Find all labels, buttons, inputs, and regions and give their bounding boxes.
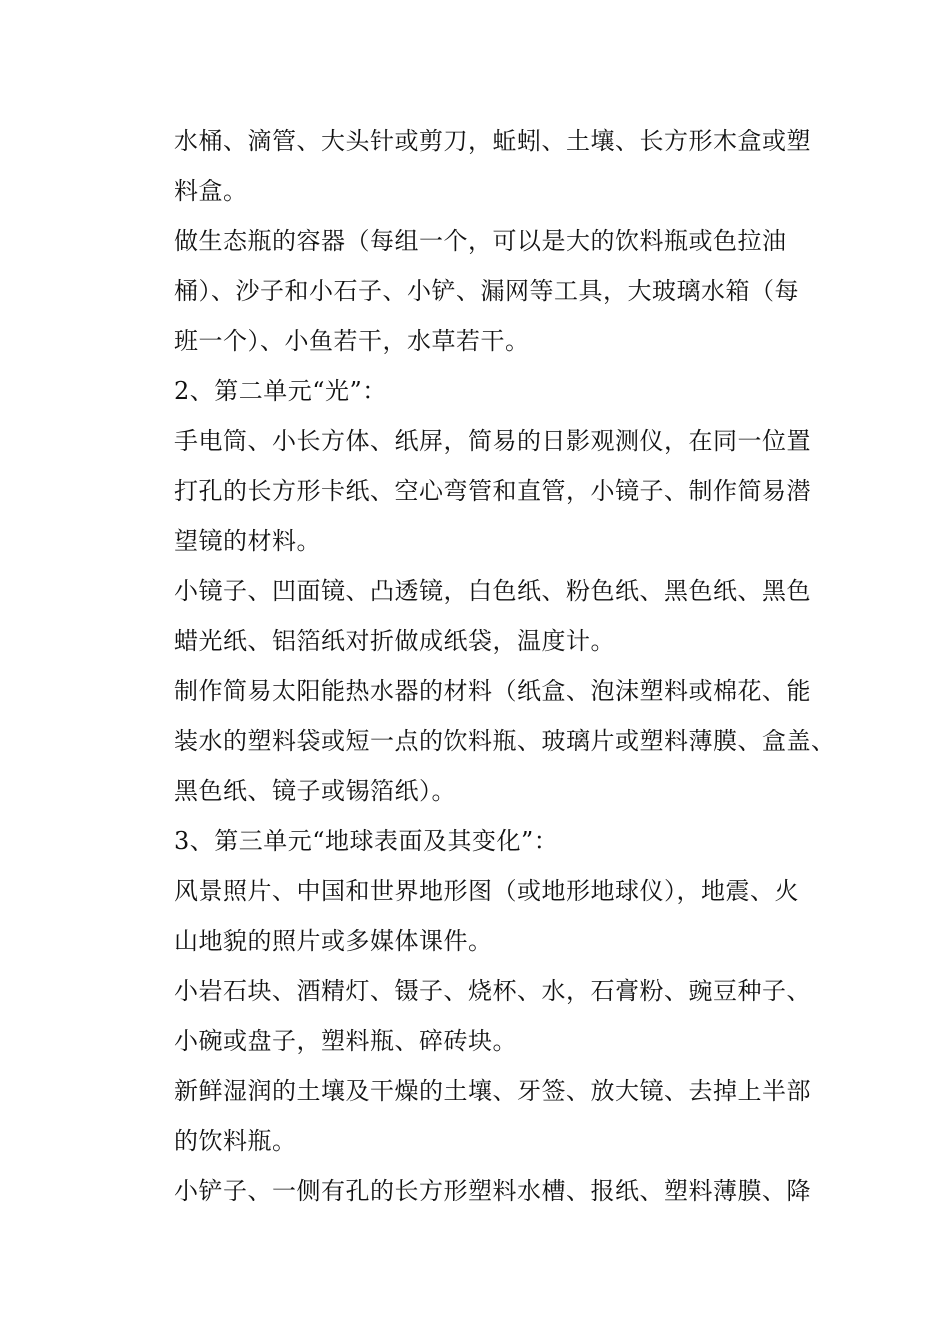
text-line-21: 的饮料瓶。 — [174, 1127, 297, 1155]
text-line-3: 做生态瓶的容器（每组一个，可以是大的饮料瓶或色拉油 — [174, 227, 787, 255]
text-line-17: 山地貌的照片或多媒体课件。 — [174, 927, 493, 955]
text-line-11: 蜡光纸、铝箔纸对折做成纸袋，温度计。 — [174, 627, 615, 655]
text-line-13: 装水的塑料袋或短一点的饮料瓶、玻璃片或塑料薄膜、盒盖、 — [174, 727, 836, 755]
text-line-5: 班一个）、小鱼若干，水草若干。 — [174, 327, 530, 355]
text-line-18: 小岩石块、酒精灯、镊子、烧杯、水，石膏粉、豌豆种子、 — [174, 977, 811, 1005]
text-line-7: 手电筒、小长方体、纸屏，简易的日影观测仪，在同一位置 — [174, 427, 811, 455]
text-line-8: 打孔的长方形卡纸、空心弯管和直管，小镜子、制作简易潜 — [174, 477, 811, 505]
text-line-1: 水桶、滴管、大头针或剪刀，蚯蚓、土壤、长方形木盒或塑 — [174, 127, 811, 155]
section-heading-unit-2: 2、第二单元“光”： — [174, 377, 387, 405]
text-line-14: 黑色纸、镜子或锡箔纸）。 — [174, 777, 456, 805]
text-line-19: 小碗或盘子，塑料瓶、碎砖块。 — [174, 1027, 517, 1055]
text-line-16: 风景照片、中国和世界地形图（或地形地球仪），地震、火 — [174, 877, 799, 905]
document-body — [174, 116, 836, 1216]
text-line-20: 新鲜湿润的土壤及干燥的土壤、牙签、放大镜、去掉上半部 — [174, 1077, 811, 1105]
text-line-2: 料盒。 — [174, 177, 248, 205]
section-heading-unit-3: 3、第三单元“地球表面及其变化”： — [174, 827, 559, 855]
text-line-10: 小镜子、凹面镜、凸透镜，白色纸、粉色纸、黑色纸、黑色 — [174, 577, 811, 605]
text-line-22: 小铲子、一侧有孔的长方形塑料水槽、报纸、塑料薄膜、降 — [174, 1177, 811, 1205]
text-line-12: 制作简易太阳能热水器的材料（纸盒、泡沫塑料或棉花、能 — [174, 677, 811, 705]
text-line-4: 桶）、沙子和小石子、小铲、漏网等工具，大玻璃水箱（每 — [174, 277, 799, 305]
text-line-9: 望镜的材料。 — [174, 527, 321, 555]
